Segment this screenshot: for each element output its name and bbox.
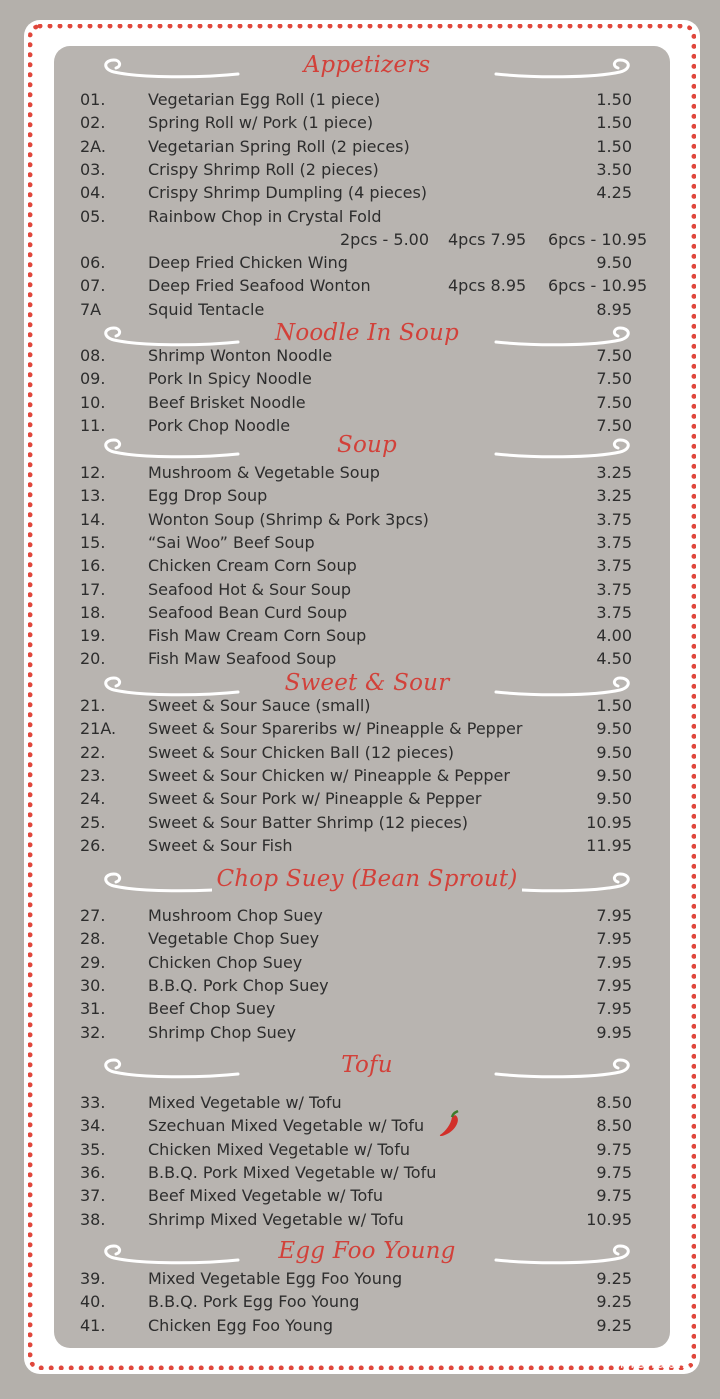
item-size-option: 6pcs - 10.95 — [548, 229, 648, 249]
menu-item — [0, 554, 720, 577]
item-size-option: 2pcs - 5.00 — [340, 229, 430, 249]
item-name: Chicken Egg Foo Young — [148, 1315, 333, 1335]
item-price: 1.50 — [596, 113, 632, 133]
menu-item — [0, 205, 720, 228]
menu-item — [0, 717, 720, 740]
menu-item — [0, 88, 720, 111]
item-name: Shrimp Chop Suey — [148, 1022, 297, 1042]
item-price: 9.50 — [596, 719, 632, 739]
section-title: Noodle In Soup — [271, 320, 463, 346]
item-number: 37. — [80, 1186, 106, 1206]
item-size-option: 4pcs 7.95 — [448, 229, 527, 249]
item-price: 7.50 — [596, 415, 632, 435]
item-name: Sweet & Sour Sauce (small) — [148, 696, 371, 715]
item-number: 34. — [80, 1116, 106, 1136]
item-number: 41. — [80, 1315, 106, 1335]
menu-item — [0, 951, 720, 974]
item-price: 3.25 — [596, 486, 632, 506]
item-price: 4.25 — [596, 183, 632, 203]
menu-item — [0, 787, 720, 810]
item-name: Mixed Vegetable Egg Foo Young — [148, 1269, 403, 1288]
item-number: 08. — [80, 346, 106, 365]
item-number: 13. — [80, 486, 106, 506]
menu-item — [0, 158, 720, 181]
menu-item — [0, 624, 720, 647]
item-name: Spring Roll w/ Pork (1 piece) — [148, 113, 374, 133]
menu-item — [0, 1314, 720, 1337]
item-name: Mushroom Chop Suey — [148, 906, 323, 925]
item-number: 35. — [80, 1139, 106, 1159]
item-price: 7.95 — [596, 975, 632, 995]
item-name: Sweet & Sour Pork w/ Pineapple & Pepper — [148, 789, 482, 809]
item-price: 7.95 — [596, 929, 632, 949]
item-price: 10.95 — [586, 812, 632, 832]
item-price: 8.50 — [596, 1116, 632, 1136]
item-name: Mushroom & Vegetable Soup — [148, 463, 380, 482]
item-price: 7.95 — [596, 906, 632, 925]
menu-item — [0, 461, 720, 484]
item-price: 3.75 — [596, 532, 632, 552]
item-number: 18. — [80, 602, 106, 622]
item-number: 7A — [80, 299, 102, 319]
item-name: Wonton Soup (Shrimp & Pork 3pcs) — [148, 509, 429, 529]
item-price: 9.95 — [596, 1022, 632, 1042]
item-number: 27. — [80, 906, 106, 925]
item-number: 21A. — [80, 719, 117, 739]
item-price: 10.95 — [586, 1209, 632, 1229]
item-name: Sweet & Sour Fish — [148, 835, 293, 855]
item-price: 1.50 — [596, 696, 632, 715]
item-number: 15. — [80, 532, 106, 552]
menu-item — [0, 1114, 720, 1137]
item-price: 7.50 — [596, 369, 632, 389]
item-number: 14. — [80, 509, 106, 529]
item-number: 20. — [80, 649, 106, 669]
item-name: Mixed Vegetable w/ Tofu — [148, 1093, 342, 1112]
menu-item — [0, 1290, 720, 1313]
menu-item — [0, 927, 720, 950]
menu-item — [0, 694, 720, 717]
item-price: 3.50 — [596, 159, 632, 179]
item-price: 7.50 — [596, 346, 632, 365]
menu-item — [0, 508, 720, 531]
item-price: 9.25 — [596, 1269, 632, 1288]
item-name: “Sai Woo” Beef Soup — [148, 532, 315, 552]
item-number: 07. — [80, 276, 106, 296]
item-price: 4.50 — [596, 649, 632, 669]
item-number: 11. — [80, 415, 106, 435]
item-name: Sweet & Sour Chicken Ball (12 pieces) — [148, 742, 455, 762]
menu-item — [0, 1267, 720, 1290]
section-title: Egg Foo Young — [274, 1238, 459, 1264]
item-size-option: 4pcs 8.95 — [448, 276, 527, 296]
item-price: 3.75 — [596, 509, 632, 529]
section-title: Sweet & Sour — [281, 670, 454, 696]
item-name: Szechuan Mixed Vegetable w/ Tofu — [148, 1116, 425, 1136]
section-title: Soup — [333, 432, 401, 458]
item-number: 19. — [80, 626, 106, 646]
item-name: Seafood Bean Curd Soup — [148, 602, 348, 622]
menu-item — [0, 111, 720, 134]
item-number: 10. — [80, 392, 106, 412]
item-price: 9.75 — [596, 1139, 632, 1159]
item-number: 03. — [80, 159, 106, 179]
item-number: 39. — [80, 1269, 106, 1288]
item-number: 32. — [80, 1022, 106, 1042]
menu-item — [0, 834, 720, 857]
section-header — [100, 1048, 634, 1088]
item-name: Deep Fried Seafood Wonton — [148, 276, 371, 296]
menu-item — [0, 484, 720, 507]
menu-item — [0, 344, 720, 367]
item-number: 23. — [80, 765, 106, 785]
item-price: 8.50 — [596, 1093, 632, 1112]
item-number: 06. — [80, 253, 106, 273]
item-name: Vegetarian Spring Roll (2 pieces) — [148, 136, 410, 156]
item-price: 7.95 — [596, 952, 632, 972]
menu-item — [0, 811, 720, 834]
menu-item — [0, 135, 720, 158]
menu-item — [0, 1161, 720, 1184]
chili-pepper-icon — [437, 1110, 463, 1138]
item-name: Egg Drop Soup — [148, 486, 268, 506]
item-price: 3.75 — [596, 602, 632, 622]
item-price: 9.50 — [596, 765, 632, 785]
item-number: 38. — [80, 1209, 106, 1229]
menu-item — [0, 1138, 720, 1161]
item-name: Sweet & Sour Spareribs w/ Pineapple & Pepper — [148, 719, 523, 739]
item-size-option: 6pcs - 10.95 — [548, 276, 648, 296]
item-name: Deep Fried Chicken Wing — [148, 253, 348, 273]
item-name: Beef Chop Suey — [148, 999, 276, 1019]
item-price: 8.95 — [596, 299, 632, 319]
menu-item — [0, 181, 720, 204]
item-number: 02. — [80, 113, 106, 133]
item-name: Squid Tentacle — [148, 299, 265, 319]
item-price: 9.50 — [596, 742, 632, 762]
item-price: 9.25 — [596, 1292, 632, 1312]
item-price: 9.50 — [596, 253, 632, 273]
item-name: Sweet & Sour Batter Shrimp (12 pieces) — [148, 812, 468, 832]
menu-item — [0, 274, 720, 297]
item-name: Seafood Hot & Sour Soup — [148, 579, 351, 599]
item-name: Shrimp Mixed Vegetable w/ Tofu — [148, 1209, 404, 1229]
item-number: 33. — [80, 1093, 106, 1112]
menu-item — [0, 601, 720, 624]
section-title: Appetizers — [300, 52, 435, 78]
item-name: Rainbow Chop in Crystal Fold — [148, 206, 382, 226]
menu-item — [0, 1091, 720, 1114]
item-number: 25. — [80, 812, 106, 832]
item-price: 3.75 — [596, 556, 632, 576]
item-price: 9.25 — [596, 1315, 632, 1335]
item-number: 05. — [80, 206, 106, 226]
menu-item — [0, 904, 720, 927]
item-price: 9.50 — [596, 789, 632, 809]
section-title: Tofu — [337, 1052, 397, 1078]
item-name: Chicken Cream Corn Soup — [148, 556, 357, 576]
section-header — [100, 862, 634, 902]
item-number: 36. — [80, 1162, 106, 1182]
item-name: Fish Maw Seafood Soup — [148, 649, 337, 669]
item-number: 01. — [80, 90, 106, 109]
item-number: 24. — [80, 789, 106, 809]
menu-item — [0, 997, 720, 1020]
item-name: B.B.Q. Pork Chop Suey — [148, 975, 329, 995]
item-number: 09. — [80, 369, 106, 389]
menu-item — [0, 228, 720, 251]
item-name: Chicken Mixed Vegetable w/ Tofu — [148, 1139, 410, 1159]
item-name: Vegetarian Egg Roll (1 piece) — [148, 90, 381, 109]
item-price: 3.25 — [596, 463, 632, 482]
item-price: 4.00 — [596, 626, 632, 646]
item-name: Pork Chop Noodle — [148, 415, 291, 435]
item-number: 12. — [80, 463, 106, 482]
item-price: 1.50 — [596, 136, 632, 156]
item-number: 30. — [80, 975, 106, 995]
item-name: Vegetable Chop Suey — [148, 929, 320, 949]
item-name: Beef Brisket Noodle — [148, 392, 306, 412]
item-number: 31. — [80, 999, 106, 1019]
item-number: 16. — [80, 556, 106, 576]
section-header — [100, 48, 634, 88]
item-name: Pork In Spicy Noodle — [148, 369, 312, 389]
item-number: 26. — [80, 835, 106, 855]
item-name: Shrimp Wonton Noodle — [148, 346, 333, 365]
item-name: Chicken Chop Suey — [148, 952, 303, 972]
menu-item — [0, 1208, 720, 1231]
item-number: 22. — [80, 742, 106, 762]
item-price: 7.95 — [596, 999, 632, 1019]
item-price: 1.50 — [596, 90, 632, 109]
watermark: menupix — [619, 1354, 692, 1372]
section-title: Chop Suey (Bean Sprout) — [212, 866, 521, 892]
item-name: Crispy Shrimp Roll (2 pieces) — [148, 159, 379, 179]
item-name: Fish Maw Cream Corn Soup — [148, 626, 367, 646]
item-price: 11.95 — [586, 835, 632, 855]
item-name: B.B.Q. Pork Mixed Vegetable w/ Tofu — [148, 1162, 437, 1182]
item-number: 17. — [80, 579, 106, 599]
item-price: 9.75 — [596, 1186, 632, 1206]
item-name: B.B.Q. Pork Egg Foo Young — [148, 1292, 360, 1312]
menu-item — [0, 251, 720, 274]
item-number: 29. — [80, 952, 106, 972]
menu-item — [0, 367, 720, 390]
menu-item — [0, 741, 720, 764]
item-name: Beef Mixed Vegetable w/ Tofu — [148, 1186, 384, 1206]
item-name: Sweet & Sour Chicken w/ Pineapple & Pepper — [148, 765, 510, 785]
item-number: 04. — [80, 183, 106, 203]
menu-item — [0, 391, 720, 414]
item-number: 40. — [80, 1292, 106, 1312]
menu-item — [0, 1184, 720, 1207]
item-number: 2A. — [80, 136, 106, 156]
item-price: 3.75 — [596, 579, 632, 599]
item-number: 21. — [80, 696, 106, 715]
item-price: 7.50 — [596, 392, 632, 412]
menu-item — [0, 1021, 720, 1044]
menu-item — [0, 531, 720, 554]
item-number: 28. — [80, 929, 106, 949]
menu-item — [0, 764, 720, 787]
item-price: 9.75 — [596, 1162, 632, 1182]
menu-item — [0, 578, 720, 601]
item-name: Crispy Shrimp Dumpling (4 pieces) — [148, 183, 428, 203]
menu-item — [0, 974, 720, 997]
